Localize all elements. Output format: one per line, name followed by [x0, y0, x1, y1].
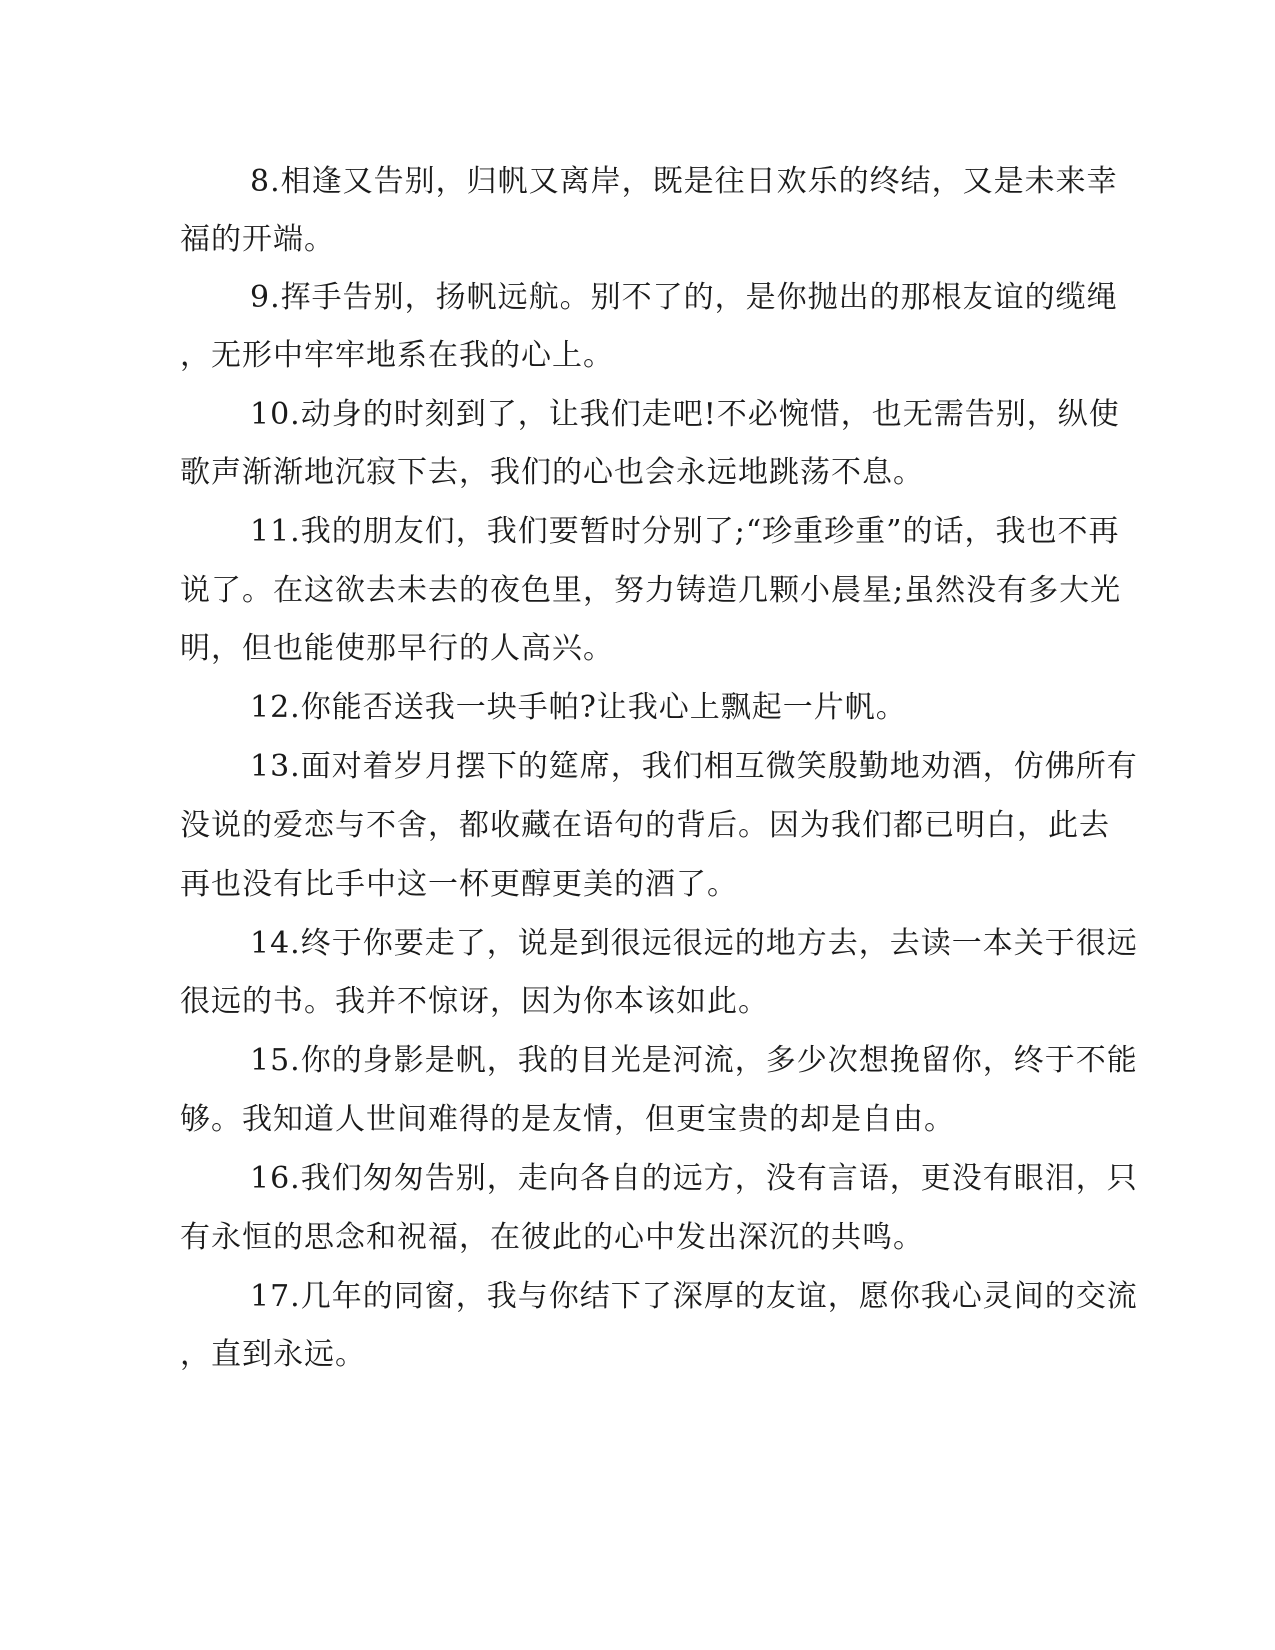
- paragraph-14-line-1: 14.终于你要走了，说是到很远很远的地方去，去读一本关于很远: [250, 926, 1138, 961]
- paragraph-17-line-2: ，直到永远。: [180, 1337, 366, 1372]
- paragraph-11-line-1: 11.我的朋友们，我们要暂时分别了;“珍重珍重”的话，我也不再: [250, 514, 1120, 549]
- paragraph-17-line-1: 17.几年的同窗，我与你结下了深厚的友谊，愿你我心灵间的交流: [250, 1279, 1138, 1314]
- paragraph-8-line-1: 8.相逢又告别，归帆又离岸，既是往日欢乐的终结，又是未来幸: [250, 164, 1118, 199]
- paragraph-15-line-2: 够。我知道人世间难得的是友情，但更宝贵的却是自由。: [180, 1102, 955, 1137]
- paragraph-10-line-1: 10.动身的时刻到了，让我们走吧!不必惋惜，也无需告别，纵使: [250, 397, 1120, 432]
- paragraph-16-line-1: 16.我们匆匆告别，走向各自的远方，没有言语，更没有眼泪，只: [250, 1161, 1138, 1196]
- paragraph-13-line-3: 再也没有比手中这一杯更醇更美的酒了。: [180, 867, 738, 902]
- paragraph-15-line-1: 15.你的身影是帆，我的目光是河流，多少次想挽留你，终于不能: [250, 1043, 1138, 1078]
- paragraph-12-line-1: 12.你能否送我一块手帕?让我心上飘起一片帆。: [250, 690, 907, 725]
- paragraph-13-line-1: 13.面对着岁月摆下的筵席，我们相互微笑殷勤地劝酒，仿佛所有: [250, 749, 1138, 784]
- paragraph-10-line-2: 歌声渐渐地沉寂下去，我们的心也会永远地跳荡不息。: [180, 455, 924, 490]
- paragraph-11-line-3: 明，但也能使那早行的人高兴。: [180, 631, 614, 666]
- paragraph-11-line-2: 说了。在这欲去未去的夜色里，努力铸造几颗小晨星;虽然没有多大光: [180, 573, 1122, 608]
- paragraph-9-line-1: 9.挥手告别，扬帆远航。别不了的，是你抛出的那根友谊的缆绳: [250, 280, 1118, 315]
- paragraph-9-line-2: ，无形中牢牢地系在我的心上。: [180, 338, 614, 373]
- paragraph-14-line-2: 很远的书。我并不惊讶，因为你本该如此。: [180, 984, 769, 1019]
- paragraph-13-line-2: 没说的爱恋与不舍，都收藏在语句的背后。因为我们都已明白，此去: [180, 808, 1110, 843]
- paragraph-8-line-2: 福的开端。: [180, 222, 335, 257]
- paragraph-16-line-2: 有永恒的思念和祝福，在彼此的心中发出深沉的共鸣。: [180, 1220, 924, 1255]
